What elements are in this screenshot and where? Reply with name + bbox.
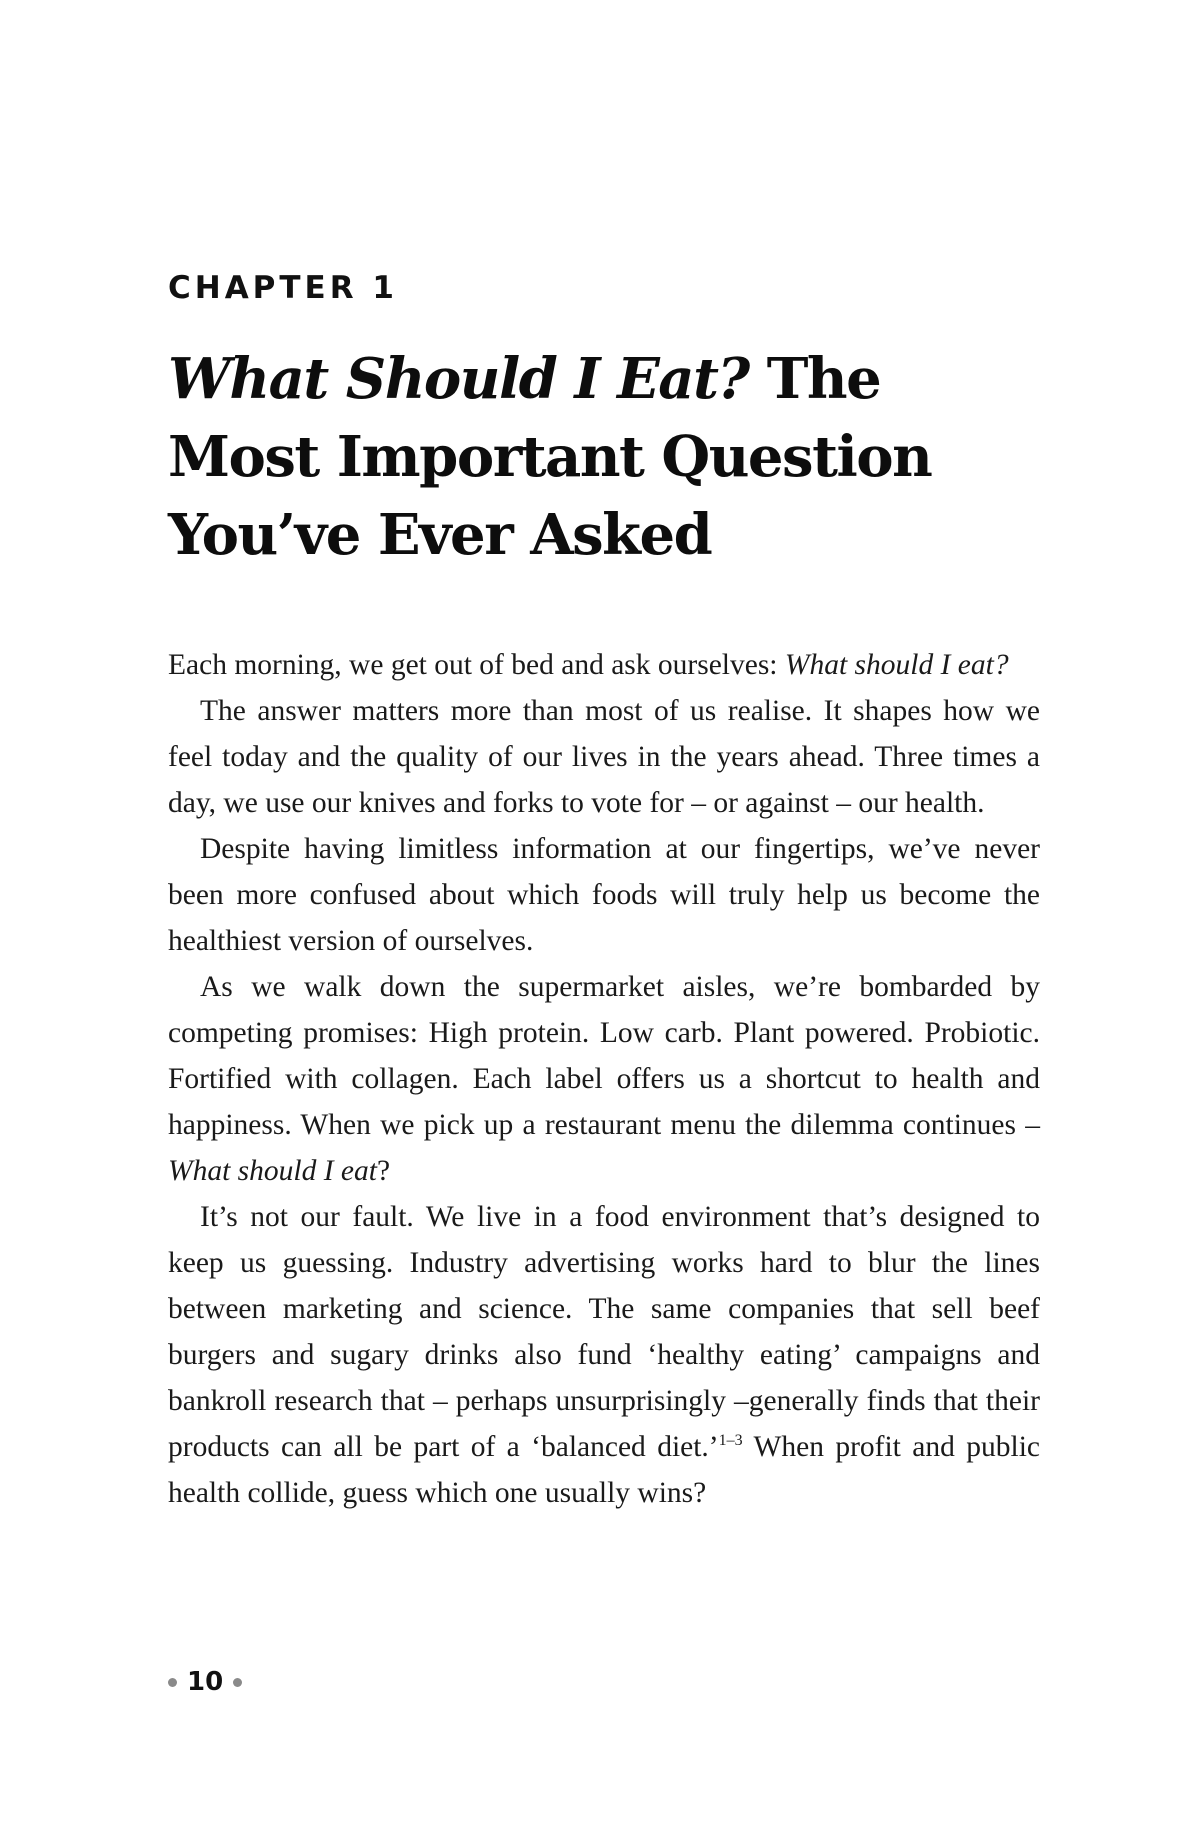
paragraph-3-text: Despite having limitless information at our fingertips, we’ve never been more confused about which foods will truly help us become the healthiest version of ourselves. xyxy=(168,833,1040,957)
chapter-title xyxy=(168,340,1040,574)
chapter-label: CHAPTER 1 xyxy=(168,270,398,306)
paragraph-5 xyxy=(168,1194,1040,1516)
paragraph-4 xyxy=(168,964,1040,1194)
bullet-dot-right-icon xyxy=(233,1678,242,1687)
paragraph-2 xyxy=(168,688,1040,826)
chapter-title-rest: The xyxy=(748,346,881,412)
page-number: 10 xyxy=(187,1667,224,1697)
paragraph-1-italic: What should I eat? xyxy=(784,649,1009,681)
citation-superscript: 1–3 xyxy=(718,1432,743,1450)
chapter-title-line-2: Most Important Question xyxy=(168,424,932,490)
paragraph-2-text: The answer matters more than most of us realise. It shapes how we feel today and the quality of our lives in the years ahead. Three times a day, we use our knives and forks to vote for – or against – our health. xyxy=(168,695,1040,819)
paragraph-5-end: When profit and public health collide, guess which one usually wins? xyxy=(168,1431,1040,1509)
paragraph-5-text: It’s not our fault. We live in a food environment that’s designed to keep us guessing. Industry advertising works hard to blur the lines between marketing and science. The same companies that sell beef burgers and sugary drinks also fund ‘healthy eating’ campaigns and bankroll research that – perhaps unsurprisingly –generally finds that their products can all be part of a ‘balanced diet.’ xyxy=(168,1201,1040,1463)
paragraph-3 xyxy=(168,826,1040,964)
chapter-title-line-3: You’ve Ever Asked xyxy=(168,502,712,568)
bullet-dot-left-icon xyxy=(168,1678,177,1687)
paragraph-4-text: As we walk down the supermarket aisles, we’re bombarded by competing promises: High protein. Low carb. Plant powered. Probiotic. Fortified with collagen. Each label offers us a shortcut to health and happiness. When we pick up a restaurant menu the dilemma continues – xyxy=(168,971,1040,1141)
paragraph-4-italic: What should I eat xyxy=(168,1155,377,1187)
chapter-title-italic: What Should I Eat? xyxy=(168,346,749,412)
paragraph-1 xyxy=(168,642,1040,688)
body-text xyxy=(168,642,1040,1516)
page-number-footer xyxy=(168,1667,242,1697)
paragraph-1-text: Each morning, we get out of bed and ask ourselves: xyxy=(168,649,785,681)
book-page xyxy=(168,0,1040,1828)
paragraph-4-end: ? xyxy=(376,1155,391,1187)
